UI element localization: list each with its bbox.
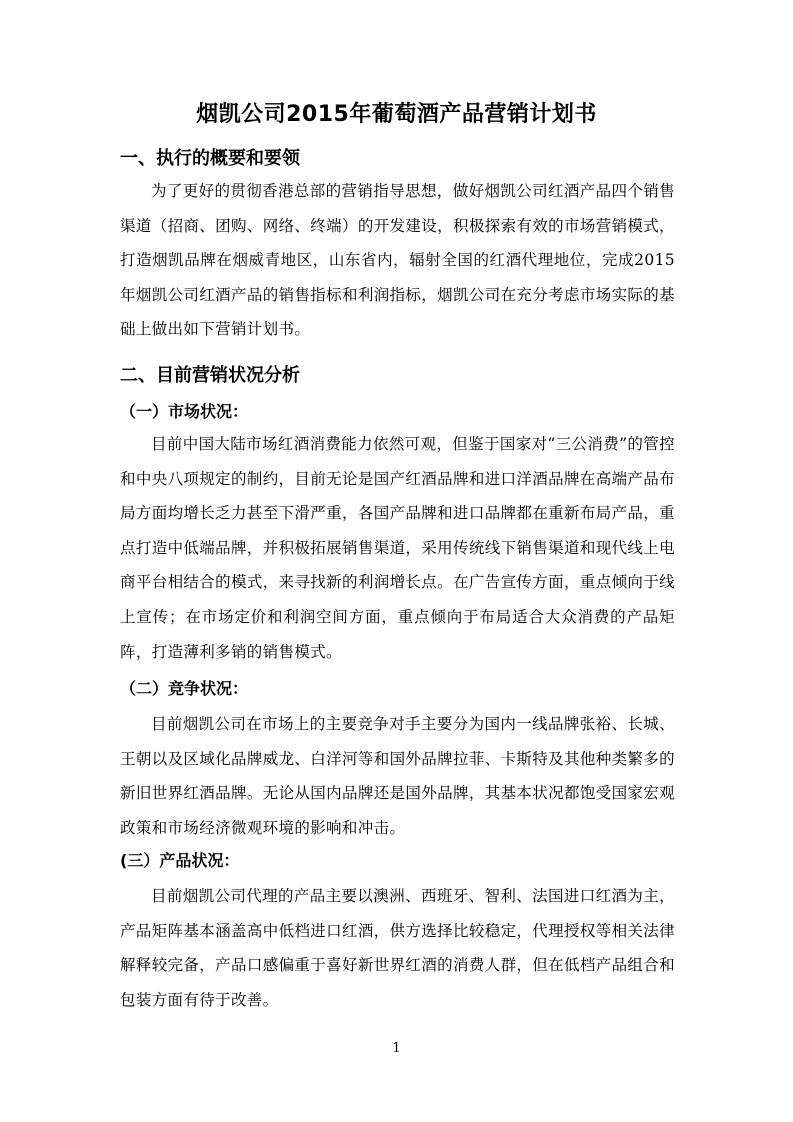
subsection-heading-market: （一）市场状况： — [120, 402, 249, 421]
subsection-heading-competition: （二）竞争状况： — [120, 679, 249, 698]
section-heading-analysis: 二、目前营销状况分析 — [120, 365, 300, 386]
paragraph-product: 目前烟凯公司代理的产品主要以澳洲、西班牙、智利、法国进口红酒为主，产品矩阵基本涵盖高中低档进口红酒，供方选择比较稳定，代理授权等相关法律解释较完备，产品口感偏重于喜好新世界红酒的消费人群，但在低档产品组合和包装方面有待于改善。 — [120, 887, 675, 1009]
page-number: 1 — [392, 1041, 401, 1056]
subsection-heading-product: (三）产品状况： — [120, 851, 240, 870]
paragraph-competition: 目前烟凯公司在市场上的主要竞争对手主要分为国内一线品牌张裕、长城、王朝以及区域化品牌威龙、白洋河等和国外品牌拉菲、卡斯特及其他种类繁多的新旧世界红酒品牌。无论从国内品牌还是国外品牌，其基本状况都饱受国家宏观政策和市场经济微观环境的影响和冲击。 — [120, 715, 675, 837]
document-title: 烟凯公司2015年葡萄酒产品营销计划书 — [196, 102, 597, 127]
paragraph-market: 目前中国大陆市场红酒消费能力依然可观，但鉴于国家对“三公消费”的管控和中央八项规定的制约，目前无论是国产红酒品牌和进口洋酒品牌在高端产品布局方面均增长乏力甚至下滑严重，各国产品牌和进口品牌都在重新布局产品，重点打造中低端品牌，并积极拓展销售渠道，采用传统线下销售渠道和现代线上电商平台相结合的模式，来寻找新的利润增长点。在广告宣传方面，重点倾向于线上宣传；在市场定价和利润空间方面，重点倾向于布局适合大众消费的产品矩阵，打造薄利多销的销售模式。 — [120, 435, 675, 661]
paragraph-summary: 为了更好的贯彻香港总部的营销指导思想，做好烟凯公司红酒产品四个销售渠道（招商、团购、网络、终端）的开发建设，积极探索有效的市场营销模式，打造烟凯品牌在烟威青地区，山东省内，辐射全国的红酒代理地位，完成2015年烟凯公司红酒产品的销售指标和利润指标，烟凯公司在充分考虑市场实际的基础上做出如下营销计划书。 — [120, 182, 675, 339]
section-heading-summary: 一、执行的概要和要领 — [120, 148, 300, 169]
